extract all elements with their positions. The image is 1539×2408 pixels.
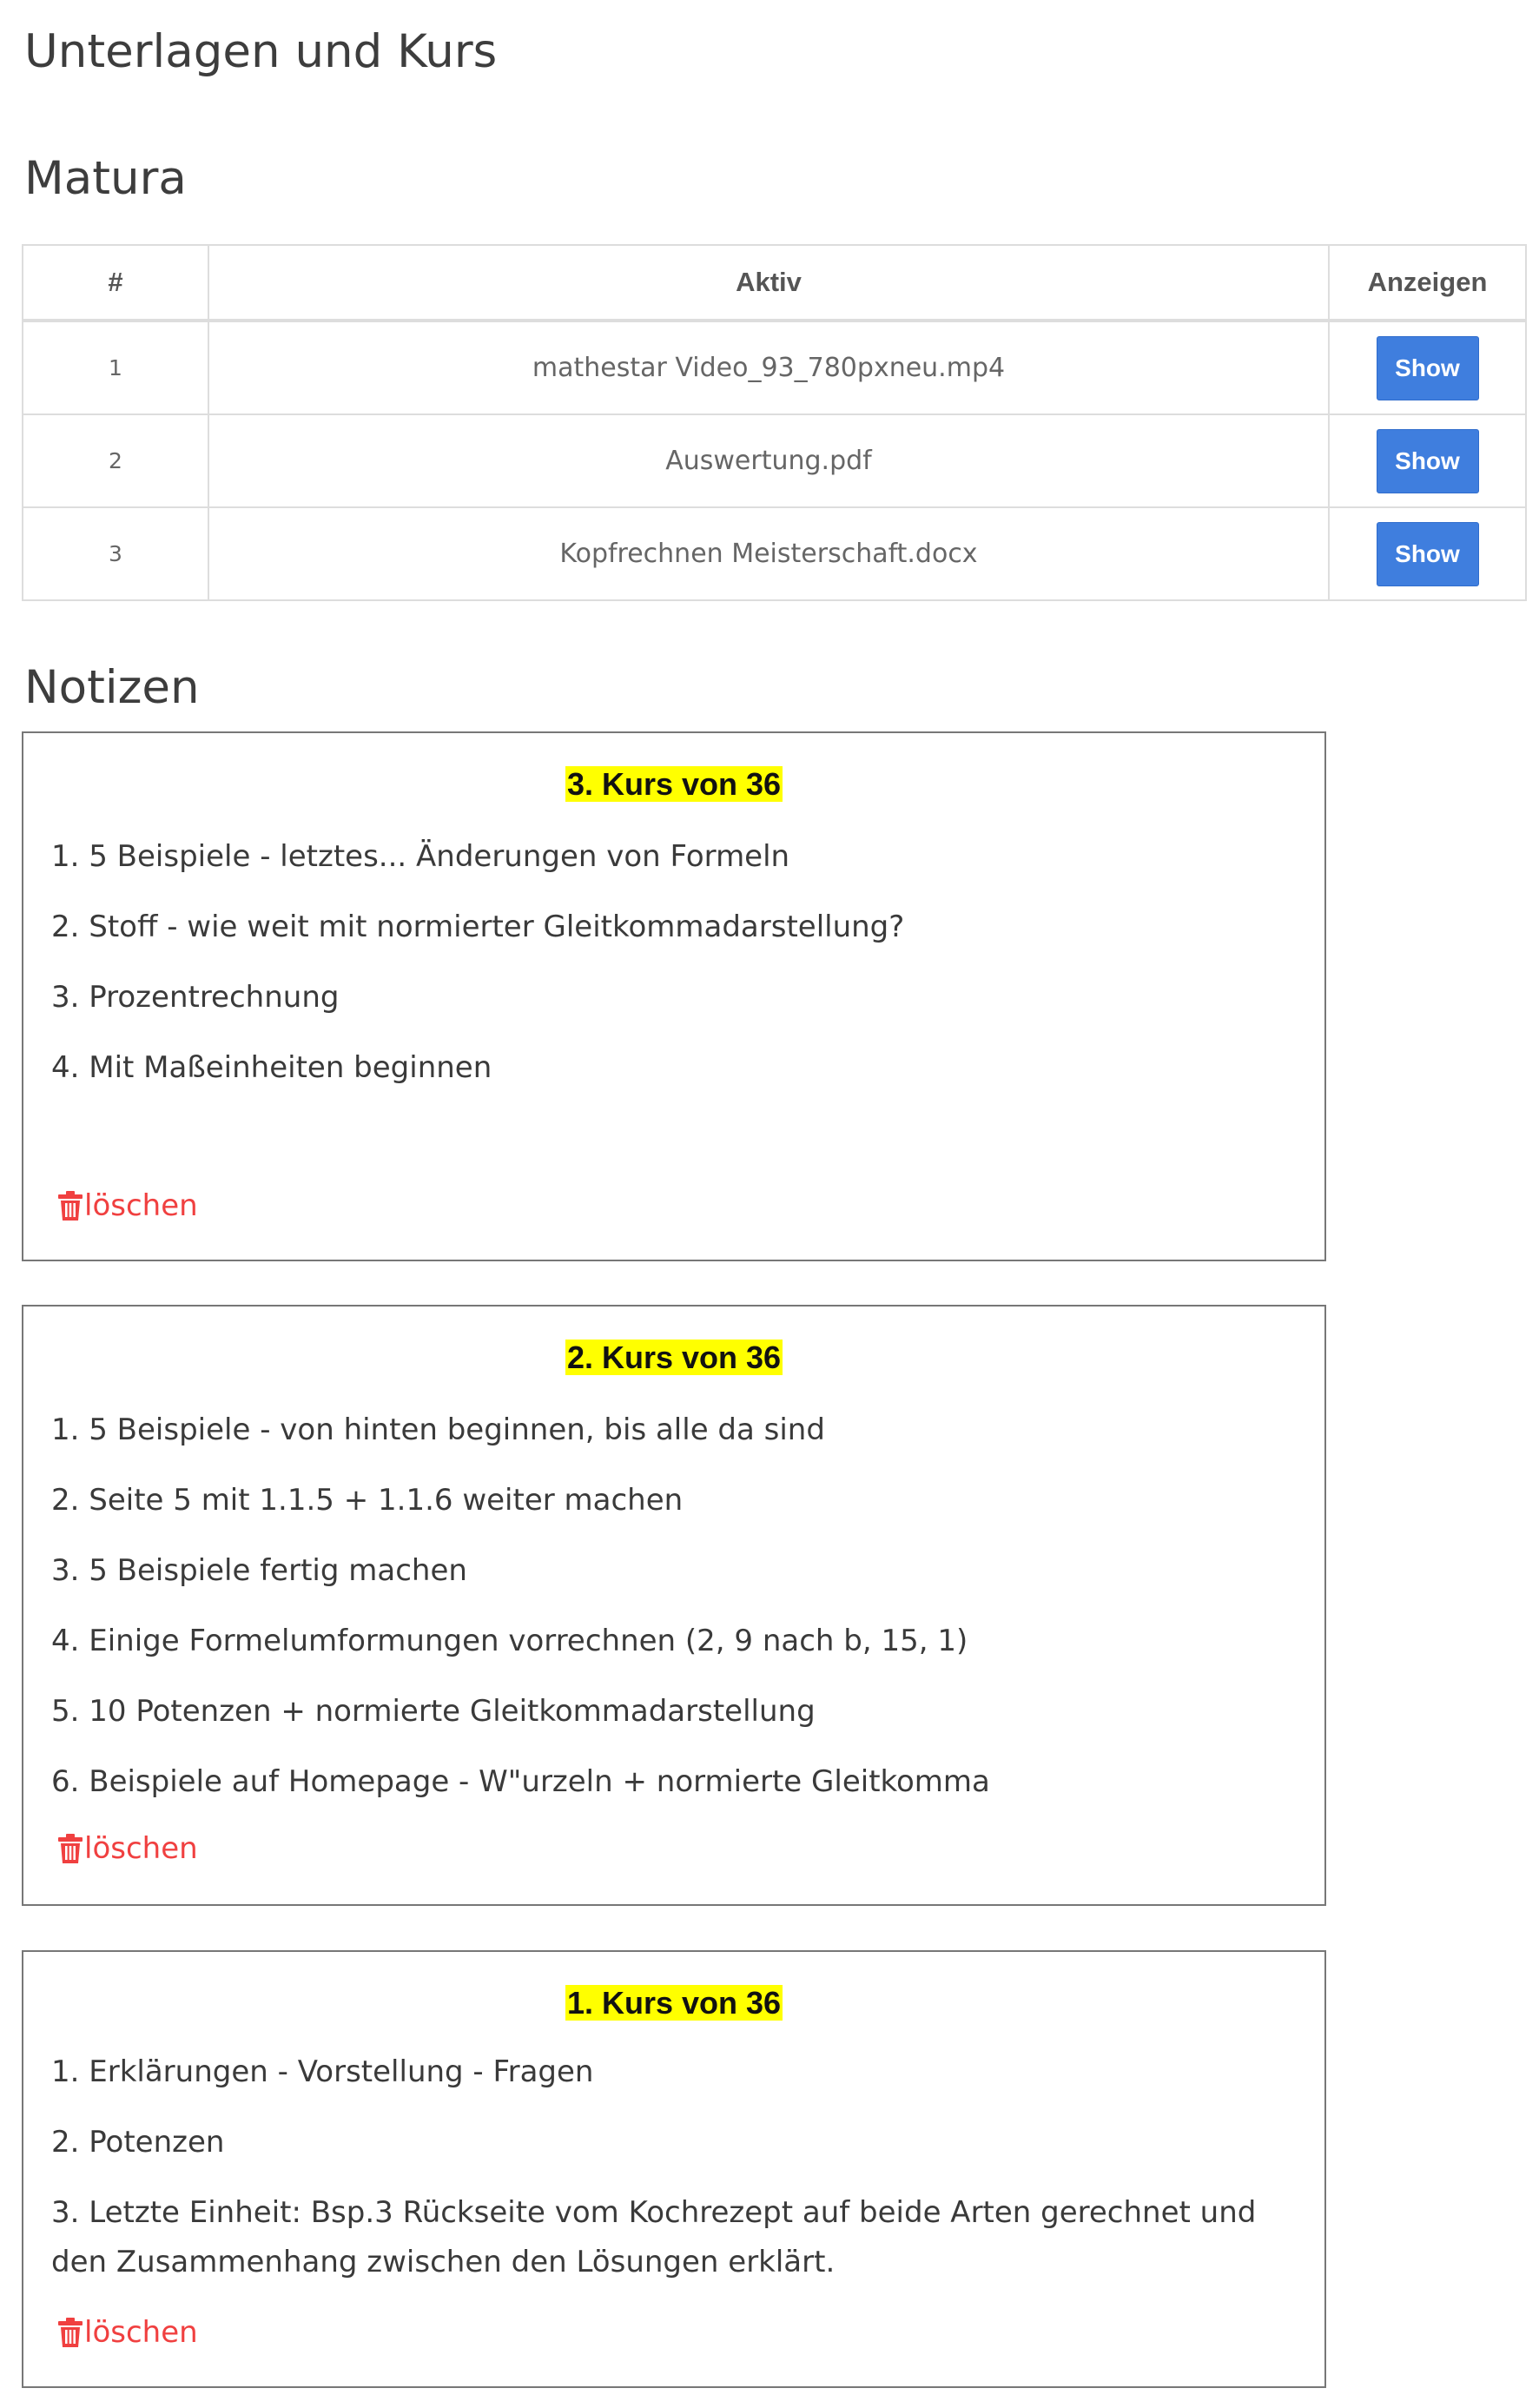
show-button[interactable]: Show [1377,336,1479,400]
note-header-text: 3. Kurs von 36 [566,766,782,802]
column-header-number: # [23,245,208,321]
row-number: 1 [23,321,208,414]
file-name: Kopfrechnen Meisterschaft.docx [208,507,1329,600]
table-header-row [23,245,1526,321]
note-item: 4. Einige Formelumformungen vorrechnen (2, 9 nach b, 15, 1) [51,1624,968,1658]
note-item: 1. 5 Beispiele - letztes... Änderungen von Formeln [51,839,790,874]
matura-title: Matura [24,152,187,205]
note-item: 2. Seite 5 mit 1.1.5 + 1.1.6 weiter machen [51,1483,684,1518]
note-item: 2. Stoff - wie weit mit normierter Gleitkommadarstellung? [51,910,905,944]
note-card [22,1950,1326,2388]
delete-link[interactable] [56,2315,198,2350]
trash-icon [56,2317,84,2348]
note-item: 1. 5 Beispiele - von hinten beginnen, bis alle da sind [51,1412,825,1447]
column-header-aktiv: Aktiv [208,245,1329,321]
note-item: 3. Letzte Einheit: Bsp.3 Rückseite vom Kochrezept auf beide Arten gerechnet und den Zusammenhang zwischen den Lösungen erklärt. [51,2195,1257,2279]
note-header-text: 1. Kurs von 36 [566,1985,782,2021]
show-cell [1329,414,1526,507]
show-button[interactable]: Show [1377,429,1479,493]
column-header-anzeigen: Anzeigen [1329,245,1526,321]
trash-icon [56,1190,84,1221]
delete-link[interactable] [56,1188,198,1223]
row-number: 3 [23,507,208,600]
delete-label: löschen [84,2315,198,2350]
file-name: mathestar Video_93_780pxneu.mp4 [208,321,1329,414]
files-table [22,244,1527,601]
note-header [23,1338,1324,1384]
note-list [51,832,1304,1114]
delete-label: löschen [84,1188,198,1223]
note-item: 5. 10 Potenzen + normierte Gleitkommadarstellung [51,1694,816,1729]
show-button[interactable]: Show [1377,522,1479,586]
note-item: 6. Beispiele auf Homepage - W"urzeln + normierte Gleitkomma [51,1764,990,1799]
page-title: Unterlagen und Kurs [24,25,498,78]
file-name: Auswertung.pdf [208,414,1329,507]
note-header [23,764,1324,810]
table-row [23,507,1526,600]
note-card [22,731,1326,1261]
trash-icon [56,1833,84,1864]
note-item: 1. Erklärungen - Vorstellung - Fragen [51,2054,594,2089]
note-item: 4. Mit Maßeinheiten beginnen [51,1050,492,1085]
show-cell [1329,507,1526,600]
note-header-text: 2. Kurs von 36 [566,1340,782,1375]
note-card [22,1305,1326,1906]
note-list [51,1406,1304,1828]
show-cell [1329,321,1526,414]
note-list [51,2047,1304,2309]
delete-label: löschen [84,1831,198,1866]
note-header [23,1983,1324,2029]
notizen-title: Notizen [24,661,200,714]
table-row [23,321,1526,414]
table-row [23,414,1526,507]
row-number: 2 [23,414,208,507]
note-item: 3. Prozentrechnung [51,980,340,1015]
note-item: 3. 5 Beispiele fertig machen [51,1553,467,1588]
note-item: 2. Potenzen [51,2125,225,2160]
delete-link[interactable] [56,1831,198,1866]
